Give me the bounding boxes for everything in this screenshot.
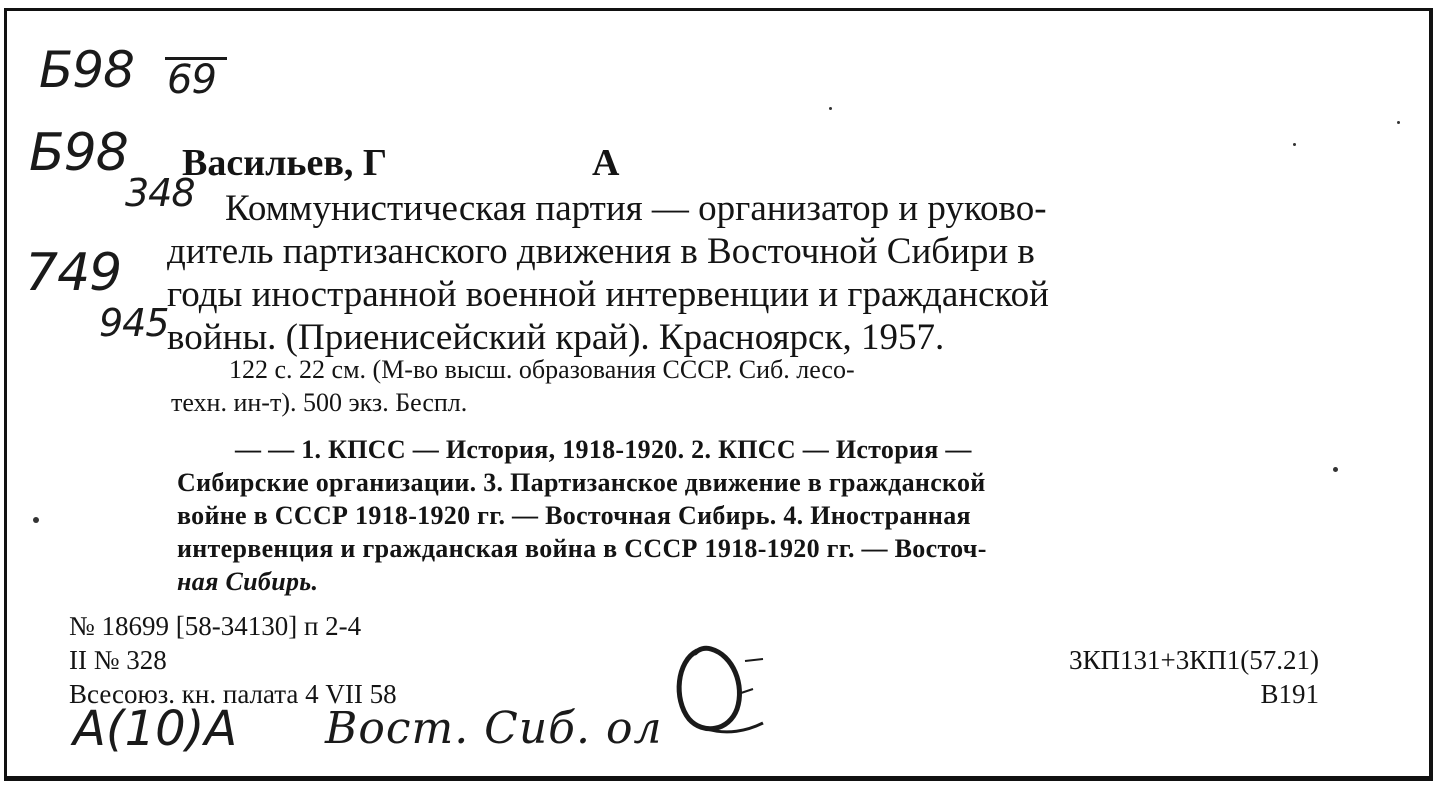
title-line: Коммунистическая партия — организатор и руково- — [225, 188, 1047, 229]
subject-line: войне в СССР 1918-1920 гг. — Восточная Сибирь. 4. Иностранная — [177, 501, 971, 530]
author-name: Васильев, Г — [182, 142, 388, 184]
number-line: № 18699 [58-34130] п 2-4 — [69, 611, 362, 641]
call-number-mid: 749 — [25, 243, 122, 303]
title-line: войны. (Приенисейский край). Красноярск, 1957. — [167, 317, 945, 358]
print-speck — [1333, 467, 1338, 472]
print-speck — [829, 107, 832, 110]
circle-mark-icon — [667, 639, 777, 739]
physical-description — [171, 353, 1351, 419]
print-speck — [1397, 121, 1400, 124]
physical-line: 122 с. 22 см. (М-во высш. образования СССР. Сиб. лесо- — [229, 355, 855, 384]
subject-line: — — 1. КПСС — История, 1918-1920. 2. КПСС — История — — [235, 435, 972, 464]
number-line: II № 328 — [69, 645, 167, 675]
handwritten-note-right: Вост. Сиб. ол — [325, 703, 663, 754]
classification-line: 3КП131+3КП1(57.21) — [1069, 645, 1319, 675]
call-number-main: Б98 — [29, 123, 128, 183]
title-line: дитель партизанского движения в Восточной Сибири в — [167, 231, 1035, 272]
call-number-top-sub: 69 — [167, 57, 216, 103]
print-speck — [1293, 143, 1296, 146]
number-line: Всесоюз. кн. палата 4 VII 58 — [69, 679, 397, 709]
catalog-card — [4, 8, 1433, 781]
classification-line: В191 — [1260, 679, 1319, 709]
author-initial: А — [592, 142, 620, 184]
subject-line: интервенция и гражданская война в СССР 1918-1920 гг. — Восточ- — [177, 534, 987, 563]
subject-headings — [177, 433, 1337, 598]
call-number-mid-sub: 945 — [99, 301, 169, 345]
physical-line: техн. ин-т). 500 экз. Беспл. — [171, 388, 468, 417]
call-number-main-sub: 348 — [125, 171, 195, 215]
print-speck — [33, 517, 39, 523]
subject-line: Сибирские организации. 3. Партизанское движение в гражданской — [177, 468, 986, 497]
title-block — [167, 187, 1347, 359]
title-line: годы иностранной военной интервенции и гражданской — [167, 274, 1049, 315]
classification-index — [1069, 643, 1319, 711]
subject-line: ная Сибирь. — [177, 567, 319, 596]
call-number-top: Б98 — [39, 41, 134, 99]
handwritten-note-left: А(10)А — [73, 701, 238, 757]
registration-numbers — [69, 609, 397, 711]
